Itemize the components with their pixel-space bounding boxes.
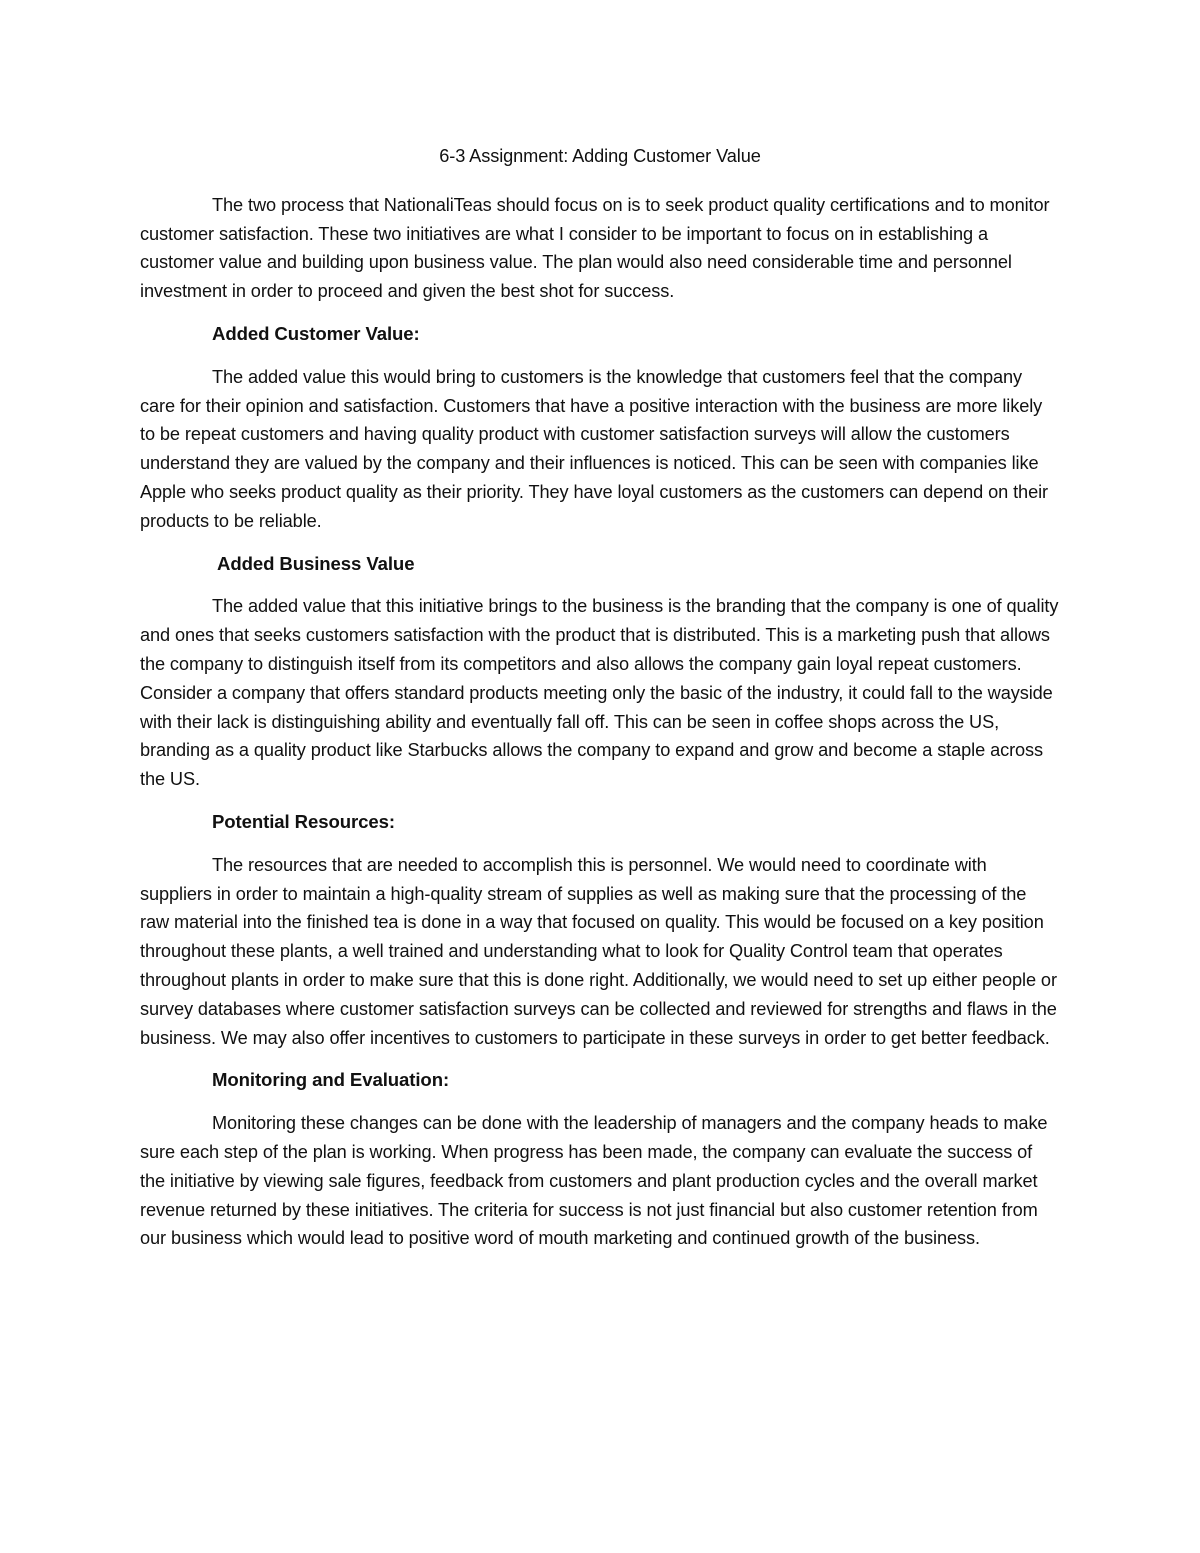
document-title: 6-3 Assignment: Adding Customer Value (439, 146, 761, 166)
section-body-resources: The resources that are needed to accomplish this is personnel. We would need to coordinate with suppliers in order to maintain a high-quality stream of supplies as well as making sure that the processing of the raw material into the finished tea is done in a way that focused on quality. This would be focused on a key position throughout these plants, a well trained and understanding what to look for Quality Control team that operates throughout plants in order to make sure that this is done right. Additionally, we would need to set up either people or survey databases where customer satisfaction surveys can be collected and reviewed for strengths and flaws in the business. We may also offer incentives to customers to participate in these surveys in order to get better feedback. (140, 854, 1057, 1048)
section-heading-monitoring: Monitoring and Evaluation: (212, 1069, 450, 1091)
section-body-monitoring: Monitoring these changes can be done with the leadership of managers and the company heads to make sure each step of the plan is working. When progress has been made, the company can evaluate the success of the initiative by viewing sale figures, feedback from customers and plant production cycles and the overall market revenue returned by these initiatives. The criteria for success is not just financial but also customer retention from our business which would lead to positive word of mouth marketing and continued growth of the business. (140, 1113, 1048, 1249)
document-page (140, 142, 1060, 1267)
section-heading-business-value: Added Business Value (217, 552, 415, 574)
section-heading-resources: Potential Resources: (212, 810, 395, 832)
section-body-business-value: The added value that this initiative brings to the business is the branding that the company is one of quality and ones that seeks customers satisfaction with the product that is distributed. This is a marketing push that allows the company to distinguish itself from its competitors and also allows the company gain loyal repeat customers. Consider a company that offers standard products meeting only the basic of the industry, it could fall to the wayside with their lack is distinguishing ability and eventually fall off. This can be seen in coffee shops across the US, branding as a quality product like Starbucks allows the company to expand and grow and become a staple across the US. (140, 596, 1059, 790)
section-heading-customer-value: Added Customer Value: (212, 322, 420, 344)
intro-paragraph: The two process that NationaliTeas should focus on is to seek product quality certifications and to monitor customer satisfaction. These two initiatives are what I consider to be important to focus on in establishing a customer value and building upon business value. The plan would also need considerable time and personnel investment in order to proceed and given the best shot for success. (140, 194, 1050, 302)
section-body-customer-value: The added value this would bring to customers is the knowledge that customers feel that the company care for their opinion and satisfaction. Customers that have a positive interaction with the business are more likely to be repeat customers and having quality product with customer satisfaction surveys will allow the customers understand they are valued by the company and their influences is noticed. This can be seen with companies like Apple who seeks product quality as their priority. They have loyal customers as the customers can depend on their products to be reliable. (140, 366, 1048, 531)
